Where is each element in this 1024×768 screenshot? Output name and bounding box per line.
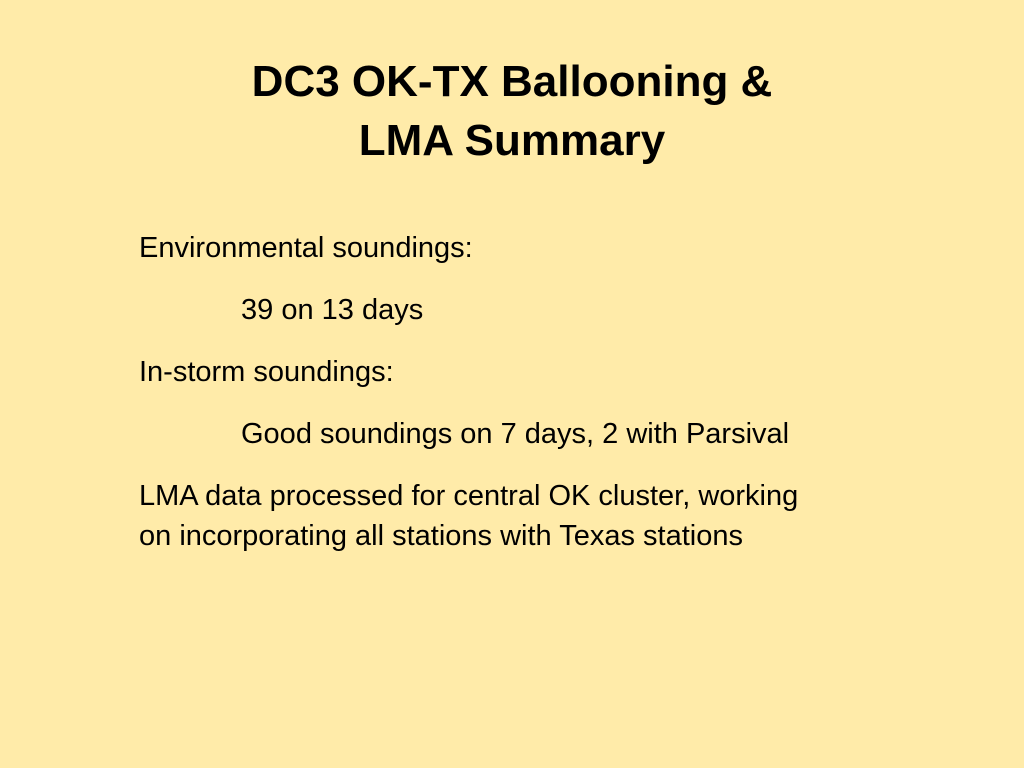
lma-summary-line-2: on incorporating all stations with Texas stations xyxy=(139,520,743,552)
environmental-soundings-heading: Environmental soundings: xyxy=(139,232,473,264)
title-line-2: LMA Summary xyxy=(358,116,666,165)
title-line-1: DC3 OK-TX Ballooning & xyxy=(251,57,773,106)
in-storm-soundings-heading: In-storm soundings: xyxy=(139,356,394,388)
in-storm-soundings-detail: Good soundings on 7 days, 2 with Parsival xyxy=(241,418,790,450)
lma-summary-line-1: LMA data processed for central OK cluster, working xyxy=(139,480,799,512)
environmental-soundings-detail: 39 on 13 days xyxy=(241,294,424,326)
slide-title xyxy=(0,52,1024,170)
